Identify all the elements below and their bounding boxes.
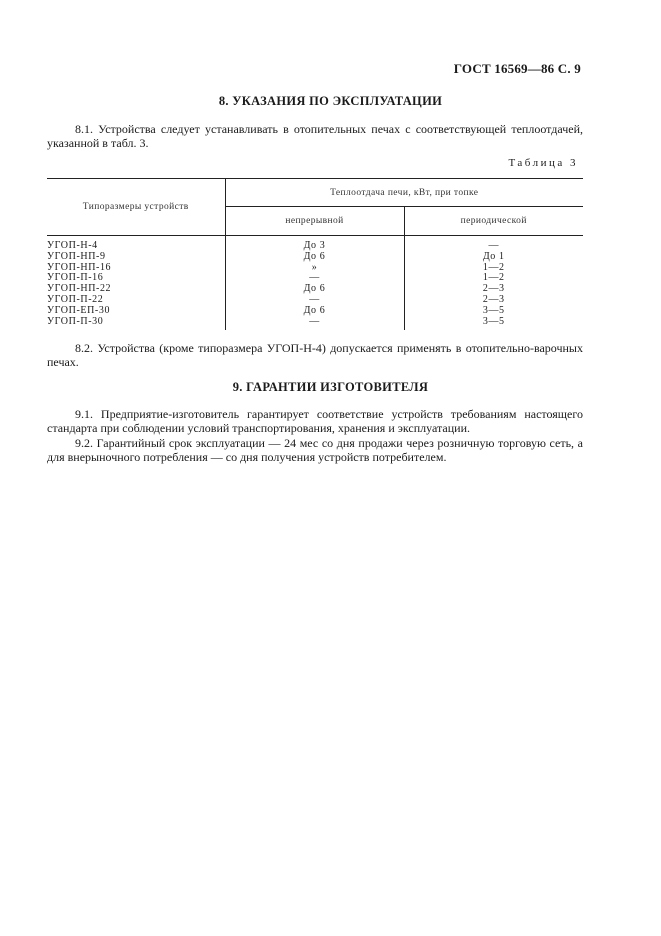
cell-continuous: — [225,273,404,284]
paragraph-8-1 [47,122,583,150]
paragraph-9-1-text: 9.1. Предприятие-изготовитель гарантирует соответствие устройств требованиям настоящего стандарта при соблюдении условий транспортирования, хранения и эксплуатации. [47,407,583,435]
column-header-continuous: непрерывной [225,207,404,236]
column-header-heat-output: Теплоотдача печи, кВт, при топке [225,179,583,207]
cell-type: УГОП-П-22 [47,293,104,305]
cell-continuous: » [225,263,404,274]
cell-periodic: 2—3 [404,284,583,295]
column-header-periodic: периодической [404,207,583,236]
paragraph-8-1-text: 8.1. Устройства следует устанавливать в отопительных печах с соответствующей теплоотдачей, указанной в табл. 3. [47,122,583,150]
cell-type: УГОП-П-30 [47,315,104,327]
cell-periodic: — [404,236,583,252]
cell-periodic: До 1 [404,252,583,263]
table-row [47,306,583,317]
cell-periodic: 3—5 [404,317,583,331]
table-row [47,317,583,331]
section-9-title: 9. ГАРАНТИИ ИЗГОТОВИТЕЛЯ [232,380,429,394]
cell-continuous: До 6 [225,252,404,263]
cell-type: УГОП-ЕП-30 [47,304,111,316]
table-caption: Таблица 3 [508,157,578,169]
cell-periodic: 1—2 [404,273,583,284]
cell-type: УГОП-НП-22 [47,283,112,295]
paragraph-8-2-text: 8.2. Устройства (кроме типоразмера УГОП-Н-4) допускается применять в отопительно-варочных печах. [47,341,583,369]
table-row [47,236,583,252]
cell-continuous: — [225,295,404,306]
table-3 [47,178,583,330]
cell-continuous: — [225,317,404,331]
cell-type: УГОП-П-16 [47,272,104,284]
cell-periodic: 3—5 [404,306,583,317]
cell-periodic: 2—3 [404,295,583,306]
cell-continuous: До 3 [225,236,404,252]
page-header: ГОСТ 16569—86 С. 9 [453,61,581,76]
cell-continuous: До 6 [225,306,404,317]
paragraph-9-2 [47,436,583,464]
column-header-type: Типоразмеры устройств [47,179,225,236]
paragraph-8-2 [47,341,583,369]
paragraph-9-1 [47,407,583,435]
cell-continuous: До 6 [225,284,404,295]
cell-periodic: 1—2 [404,263,583,274]
section-8-title: 8. УКАЗАНИЯ ПО ЭКСПЛУАТАЦИИ [218,94,443,108]
cell-type: УГОП-НП-16 [47,261,112,273]
cell-type: УГОП-НП-9 [47,250,106,262]
table-row [47,252,583,263]
table-body [47,236,583,331]
paragraph-9-2-text: 9.2. Гарантийный срок эксплуатации — 24 мес со дня продажи через розничную торговую сеть, а для внерыночного потребления — со дня получения устройств потребителем. [47,436,583,464]
cell-type: УГОП-Н-4 [47,240,98,251]
